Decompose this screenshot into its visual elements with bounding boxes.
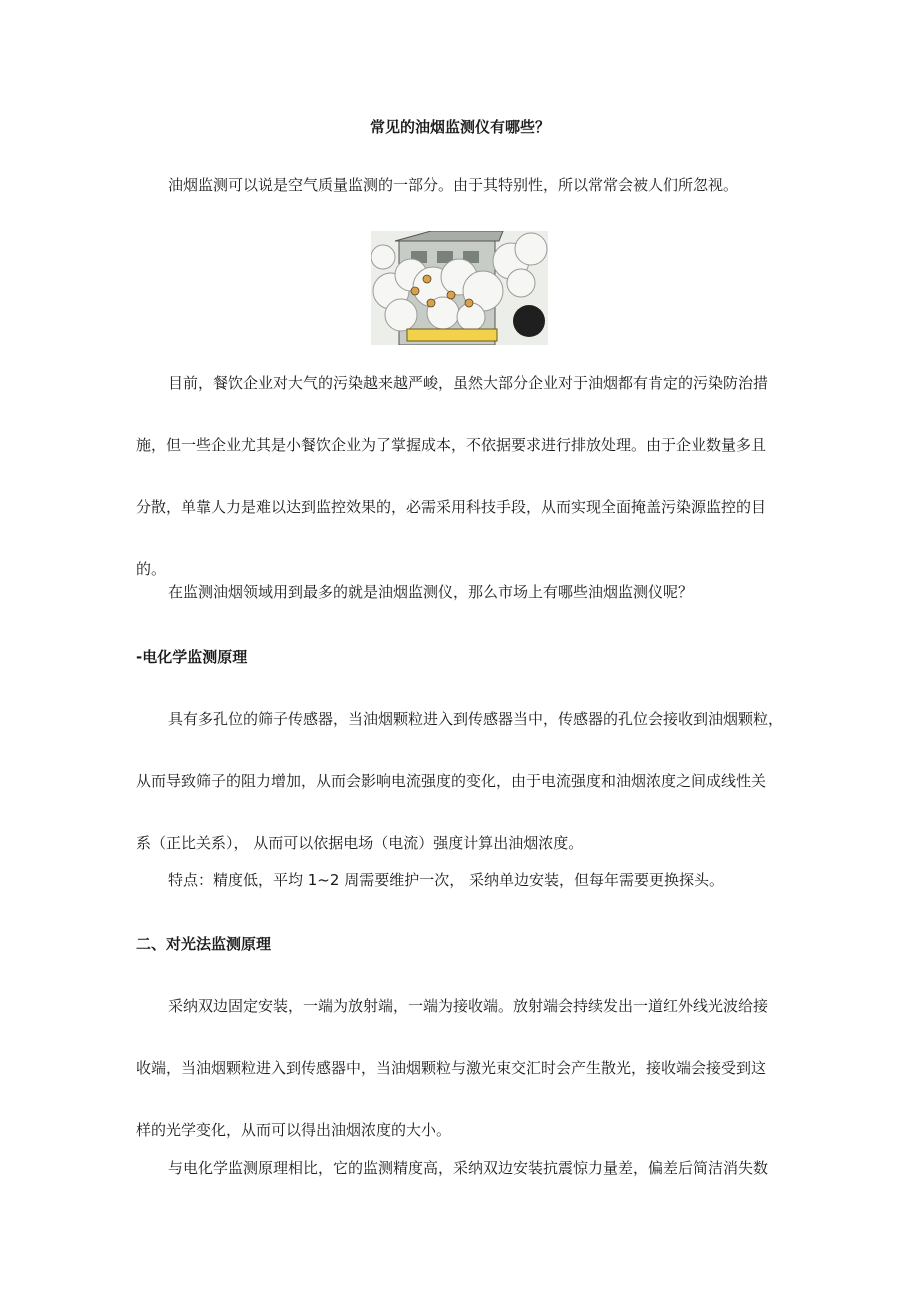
paragraph-current-situation: 目前，餐饮企业对大气的污染越来越严峻，虽然大部分企业对于油烟都有肯定的污染防治措 施，但一些企业尤其是小餐饮企业为了掌握成本，不依据要求进行排放处理。由于企业数量多且 分散，单靠人力是难以达到监控效果的，必需采用科技手段，从而实现全面掩盖污染源监控的目 的。 [136, 374, 769, 578]
paragraph-electrochemical: 具有多孔位的筛子传感器，当油烟颗粒进入到传感器当中，传感器的孔位会接收到油烟颗粒， 从而导致筛子的阻力增加，从而会影响电流强度的变化，由于电流强度和油烟浓度之间成线性关 系（正比关系）， 从而可以依据电场（电流）强度计算出油烟浓度。 [136, 710, 784, 852]
intro-paragraph: 油烟监测可以说是空气质量监测的一部分。由于其特别性，所以常常会被人们所忽视。 [168, 176, 739, 194]
paragraph-electrochemical-features: 特点：精度低，平均 1~2 周需要维护一次， 采纳单边安装，但每年需要更换探头。 [168, 871, 724, 889]
paragraph-market-question: 在监测油烟领域用到最多的就是油烟监测仪，那么市场上有哪些油烟监测仪呢？ [168, 583, 694, 601]
page-title: 常见的油烟监测仪有哪些？ [369, 118, 550, 136]
paragraph-optical: 采纳双边固定安装，一端为放射端，一端为接收端。放射端会持续发出一道红外线光波给接 收端，当油烟颗粒进入到传感器中，当油烟颗粒与激光束交汇时会产生散光，接收端会接受到这 样的光学变化，从而可以得出油烟浓度的大小。 [136, 997, 769, 1139]
smoke-pollution-illustration [371, 231, 548, 345]
section-heading-optical: 二、对光法监测原理 [136, 935, 272, 953]
section-heading-electrochemical: -电化学监测原理 [136, 648, 248, 666]
paragraph-optical-comparison: 与电化学监测原理相比，它的监测精度高，采纳双边安装抗震惊力量差，偏差后简洁消失数 [168, 1159, 769, 1177]
